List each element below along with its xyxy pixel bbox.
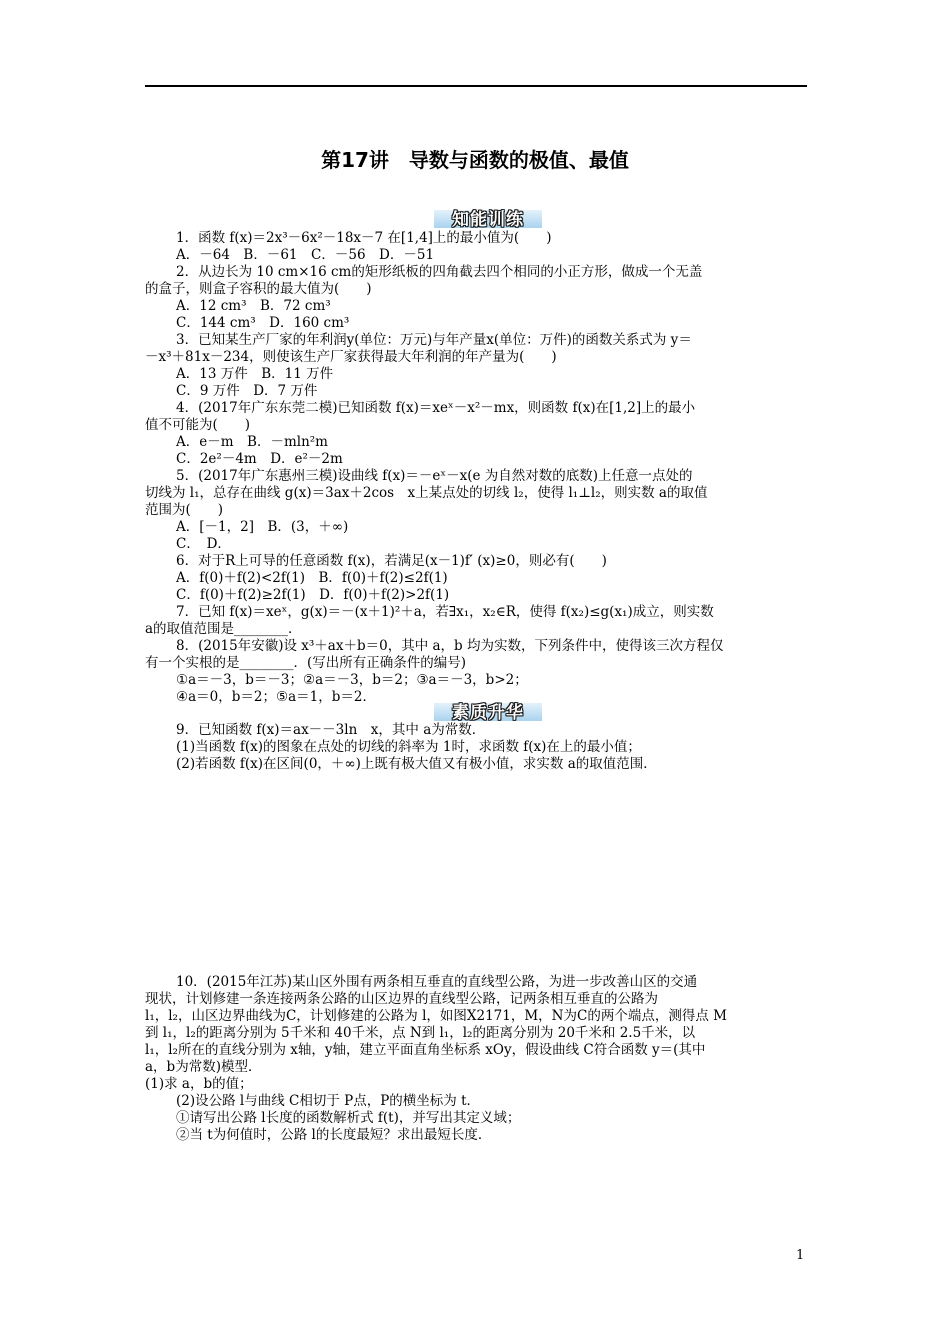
- question-line: (2)设公路 l与曲线 C相切于 P点，P的横坐标为 t．: [176, 1093, 481, 1109]
- question-line: (1)当函数 f(x)的图象在点处的切线的斜率为 1时，求函数 f(x)在上的最小值；: [176, 739, 641, 755]
- question-line: 9．已知函数 f(x)＝ax－－3ln x，其中 a为常数．: [176, 722, 486, 738]
- option-line: C． D．: [176, 536, 231, 552]
- section-label: 知能训练: [452, 210, 524, 230]
- question-line: 1．函数 f(x)＝2x³－6x²－18x－7 在[1,4]上的最小值为( ): [176, 230, 552, 246]
- question-line: (2)若函数 f(x)在区间(0，＋∞)上既有极大值又有极小值，求实数 a的取值范围．: [176, 756, 657, 772]
- option-line: A．－64 B．－61 C．－56 D．－51: [176, 247, 435, 263]
- question-line: 的盒子，则盒子容积的最大值为( ): [145, 281, 372, 297]
- option-line: A．12 cm³ B．72 cm³: [176, 298, 331, 314]
- question-line: 有一个实根的是________．(写出所有正确条件的编号): [145, 655, 467, 671]
- question-line: 到 l₁，l₂的距离分别为 5千米和 40千米，点 N到 l₁，l₂的距离分别为 20千米和 2.5千米，以: [145, 1025, 696, 1041]
- question-line: －x³＋81x－234，则使该生产厂家获得最大年利润的年产量为( ): [145, 349, 557, 365]
- question-line: 3．已知某生产厂家的年利润y(单位：万元)与年产量x(单位：万件)的函数关系式为 y＝: [176, 332, 692, 348]
- section-label: 素质升华: [452, 703, 524, 723]
- question-line: 值不可能为( ): [145, 417, 251, 433]
- question-line: 7．已知 f(x)＝xeˣ，g(x)＝－(x＋1)²＋a，若∃x₁，x₂∈R，使得 f(x₂)≤g(x₁)成立，则实数: [176, 604, 714, 620]
- question-line: 4．(2017年广东东莞二模)已知函数 f(x)＝xeˣ－x²－mx，则函数 f(x)在[1,2]上的最小: [176, 400, 696, 416]
- option-line: A．e－m B．－mln²m: [176, 434, 328, 450]
- question-line: ②当 t为何值时，公路 l的长度最短？求出最短长度．: [176, 1127, 492, 1143]
- option-line: C．9 万件 D．7 万件: [176, 383, 318, 399]
- section-banner-training: [428, 205, 548, 228]
- question-line: (1)求 a，b的值；: [145, 1076, 253, 1092]
- header-rule: [145, 85, 807, 87]
- option-line: C．144 cm³ D．160 cm³: [176, 315, 350, 331]
- question-line: a，b为常数)模型．: [145, 1059, 262, 1075]
- question-line: 切线为 l₁，总存在曲线 g(x)＝3ax＋2cos x上某点处的切线 l₂，使得 l₁⊥l₂，则实数 a的取值: [145, 485, 708, 501]
- question-line: ①请写出公路 l长度的函数解析式 f(t)，并写出其定义域；: [176, 1110, 521, 1126]
- option-line: A．13 万件 B．11 万件: [176, 366, 334, 382]
- section-banner-upgrade: [428, 698, 548, 721]
- option-line: ④a＝0，b＝2；⑤a＝1，b＝2．: [176, 689, 376, 705]
- option-line: A．f(0)＋f(2)<2f(1) B．f(0)＋f(2)≤2f(1): [176, 570, 448, 586]
- question-line: 现状，计划修建一条连接两条公路的山区边界的直线型公路，记两条相互垂直的公路为: [145, 991, 658, 1007]
- option-line: ①a＝－3，b＝－3；②a＝－3，b＝2；③a＝－3，b>2；: [176, 672, 528, 688]
- question-line: l₁，l₂所在的直线分别为 x轴，y轴，建立平面直角坐标系 xOy，假设曲线 C符合函数 y＝(其中: [145, 1042, 706, 1058]
- question-line: a的取值范围是________．: [145, 621, 302, 637]
- question-line: 6．对于R上可导的任意函数 f(x)，若满足(x－1)f′ (x)≥0，则必有( ): [176, 553, 607, 569]
- question-line: 2．从边长为 10 cm×16 cm的矩形纸板的四角截去四个相同的小正方形，做成一个无盖: [176, 264, 703, 280]
- option-line: C．2e²－4m D．e²－2m: [176, 451, 343, 467]
- page-title: 第17讲 导数与函数的极值、最值: [321, 148, 629, 172]
- option-line: A．[－1，2] B．(3，＋∞): [176, 519, 349, 535]
- question-line: 10．(2015年江苏)某山区外围有两条相互垂直的直线型公路，为进一步改善山区的交通: [176, 974, 698, 990]
- option-line: C．f(0)＋f(2)≥2f(1) D．f(0)＋f(2)>2f(1): [176, 587, 450, 603]
- question-line: 8．(2015年安徽)设 x³＋ax＋b＝0，其中 a，b 均为实数，下列条件中，使得该三次方程仅: [176, 638, 724, 654]
- question-line: 范围为( ): [145, 502, 224, 518]
- question-line: 5．(2017年广东惠州三模)设曲线 f(x)＝－eˣ－x(e 为自然对数的底数)上任意一点处的: [176, 468, 693, 484]
- question-line: l₁，l₂，山区边界曲线为C，计划修建的公路为 l，如图X2171，M，N为C的两个端点，测得点 M: [145, 1008, 727, 1024]
- page-number: 1: [796, 1248, 805, 1263]
